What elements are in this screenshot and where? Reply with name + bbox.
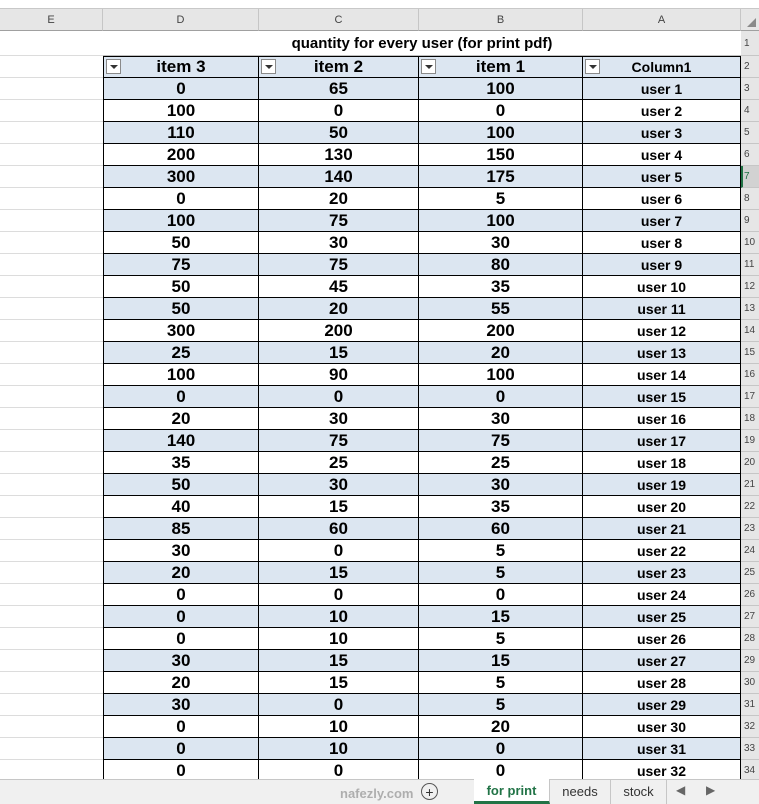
column-header-a[interactable] (583, 9, 741, 31)
cell-user[interactable]: user 25 (583, 606, 741, 628)
row-header[interactable]: 1 (741, 31, 759, 56)
header-item-1[interactable] (419, 56, 583, 78)
cell-item-3[interactable]: 0 (103, 78, 259, 100)
cell-item-1[interactable]: 5 (419, 694, 583, 716)
empty-cell[interactable] (0, 430, 103, 452)
row-header[interactable]: 21 (741, 474, 759, 496)
cell-user[interactable]: user 18 (583, 452, 741, 474)
cell-item-1[interactable]: 0 (419, 760, 583, 782)
cell-user[interactable]: user 4 (583, 144, 741, 166)
empty-cell[interactable] (0, 320, 103, 342)
cell-item-1[interactable]: 5 (419, 540, 583, 562)
column-letter: A (657, 13, 666, 26)
cell-item-2[interactable]: 65 (259, 78, 419, 100)
row-header[interactable]: 5 (741, 122, 759, 144)
empty-cell[interactable] (0, 342, 103, 364)
cell-user[interactable]: user 20 (583, 496, 741, 518)
cell-item-3[interactable]: 300 (103, 166, 259, 188)
cell-item-1[interactable]: 200 (419, 320, 583, 342)
cell-item-1[interactable]: 5 (419, 562, 583, 584)
cell-item-2[interactable]: 0 (259, 584, 419, 606)
sheet-tab-stock[interactable]: stock (611, 779, 667, 804)
cell-item-3[interactable]: 20 (103, 672, 259, 694)
cell-item-3[interactable]: 75 (103, 254, 259, 276)
empty-cell[interactable] (0, 562, 103, 584)
column-header-e[interactable] (0, 9, 103, 31)
row-header[interactable]: 2 (741, 56, 759, 78)
cell-user[interactable]: user 28 (583, 672, 741, 694)
header-label: item 2 (313, 57, 364, 76)
row-header[interactable]: 14 (741, 320, 759, 342)
row-header[interactable]: 11 (741, 254, 759, 276)
cell-item-2[interactable]: 15 (259, 672, 419, 694)
filter-dropdown-icon[interactable] (261, 59, 276, 74)
cell-item-1[interactable]: 35 (419, 276, 583, 298)
cell-item-3[interactable]: 140 (103, 430, 259, 452)
row-header[interactable]: 7 (741, 166, 759, 188)
cell-user[interactable]: user 21 (583, 518, 741, 540)
cell-item-3[interactable]: 50 (103, 298, 259, 320)
filter-dropdown-icon[interactable] (421, 59, 436, 74)
select-all-corner[interactable] (741, 9, 759, 31)
row-header[interactable]: 10 (741, 232, 759, 254)
cell-item-3[interactable]: 30 (103, 540, 259, 562)
empty-cell[interactable] (0, 144, 103, 166)
cell-item-2[interactable]: 10 (259, 738, 419, 760)
row-header[interactable]: 34 (741, 760, 759, 782)
empty-cell[interactable] (0, 56, 103, 78)
empty-cell[interactable] (0, 584, 103, 606)
add-sheet-icon[interactable]: + (421, 783, 438, 800)
cell-item-2[interactable]: 30 (259, 232, 419, 254)
empty-cell[interactable] (0, 31, 103, 56)
cell-item-1[interactable]: 0 (419, 386, 583, 408)
empty-cell[interactable] (0, 408, 103, 430)
scroll-right-icon[interactable]: ▶ (706, 783, 716, 797)
cell-item-1[interactable]: 5 (419, 188, 583, 210)
cell-item-3[interactable]: 200 (103, 144, 259, 166)
cell-item-2[interactable]: 30 (259, 474, 419, 496)
empty-cell[interactable] (0, 540, 103, 562)
cell-user[interactable]: user 3 (583, 122, 741, 144)
cell-item-2[interactable]: 0 (259, 100, 419, 122)
cell-item-3[interactable]: 110 (103, 122, 259, 144)
cell-item-3[interactable]: 0 (103, 760, 259, 782)
cell-item-3[interactable]: 35 (103, 452, 259, 474)
cell-item-1[interactable]: 15 (419, 650, 583, 672)
cell-item-3[interactable]: 50 (103, 276, 259, 298)
empty-cell[interactable] (0, 232, 103, 254)
cell-item-1[interactable]: 30 (419, 232, 583, 254)
cell-user[interactable]: user 29 (583, 694, 741, 716)
cell-item-2[interactable]: 30 (259, 408, 419, 430)
row-header[interactable]: 26 (741, 584, 759, 606)
watermark: nafezly.com (340, 786, 414, 801)
row-header[interactable]: 8 (741, 188, 759, 210)
row-header[interactable]: 28 (741, 628, 759, 650)
empty-cell[interactable] (0, 716, 103, 738)
header-label: Column1 (631, 59, 692, 75)
cell-item-1[interactable]: 100 (419, 364, 583, 386)
cell-user[interactable]: user 13 (583, 342, 741, 364)
cell-user[interactable]: user 27 (583, 650, 741, 672)
cell-item-1[interactable]: 80 (419, 254, 583, 276)
row-header[interactable]: 23 (741, 518, 759, 540)
cell-item-1[interactable]: 100 (419, 122, 583, 144)
empty-cell[interactable] (0, 100, 103, 122)
header-label: item 1 (475, 57, 526, 76)
cell-user[interactable]: user 12 (583, 320, 741, 342)
cell-user[interactable]: user 16 (583, 408, 741, 430)
table-title[interactable]: quantity for every user (for print pdf) (103, 31, 741, 56)
cell-item-3[interactable]: 100 (103, 364, 259, 386)
column-letter: E (47, 13, 55, 26)
cell-item-3[interactable]: 100 (103, 210, 259, 232)
cell-item-2[interactable]: 0 (259, 540, 419, 562)
row-header[interactable]: 17 (741, 386, 759, 408)
row-header[interactable]: 31 (741, 694, 759, 716)
cell-user[interactable]: user 26 (583, 628, 741, 650)
empty-cell[interactable] (0, 694, 103, 716)
cell-user[interactable]: user 24 (583, 584, 741, 606)
cell-item-2[interactable]: 130 (259, 144, 419, 166)
cell-item-2[interactable]: 15 (259, 650, 419, 672)
empty-cell[interactable] (0, 166, 103, 188)
cell-item-1[interactable]: 60 (419, 518, 583, 540)
cell-item-2[interactable]: 75 (259, 254, 419, 276)
cell-item-2[interactable]: 140 (259, 166, 419, 188)
cell-item-2[interactable]: 0 (259, 694, 419, 716)
cell-item-3[interactable]: 40 (103, 496, 259, 518)
cell-item-3[interactable]: 0 (103, 716, 259, 738)
cell-item-3[interactable]: 85 (103, 518, 259, 540)
cell-item-3[interactable]: 30 (103, 650, 259, 672)
cell-user[interactable]: user 9 (583, 254, 741, 276)
header-item-2[interactable] (259, 56, 419, 78)
cell-item-1[interactable]: 175 (419, 166, 583, 188)
cell-item-1[interactable]: 5 (419, 628, 583, 650)
cell-user[interactable]: user 19 (583, 474, 741, 496)
cell-item-3[interactable]: 100 (103, 100, 259, 122)
empty-cell[interactable] (0, 518, 103, 540)
cell-item-3[interactable]: 30 (103, 694, 259, 716)
empty-cell[interactable] (0, 672, 103, 694)
filter-dropdown-icon[interactable] (585, 59, 600, 74)
filter-dropdown-icon[interactable] (106, 59, 121, 74)
cell-item-2[interactable]: 10 (259, 628, 419, 650)
row-header[interactable]: 3 (741, 78, 759, 100)
row-header[interactable]: 15 (741, 342, 759, 364)
header-item-3[interactable] (103, 56, 259, 78)
cell-item-3[interactable]: 0 (103, 628, 259, 650)
empty-cell[interactable] (0, 364, 103, 386)
cell-item-2[interactable]: 20 (259, 188, 419, 210)
row-header[interactable]: 32 (741, 716, 759, 738)
cell-item-2[interactable]: 60 (259, 518, 419, 540)
cell-user[interactable]: user 17 (583, 430, 741, 452)
cell-item-1[interactable]: 15 (419, 606, 583, 628)
cell-item-2[interactable]: 25 (259, 452, 419, 474)
sheet-tab-for-print[interactable]: for print (474, 779, 550, 804)
column-letter: C (334, 13, 343, 26)
empty-cell[interactable] (0, 738, 103, 760)
cell-item-3[interactable]: 20 (103, 408, 259, 430)
cell-item-2[interactable]: 15 (259, 342, 419, 364)
cell-user[interactable]: user 7 (583, 210, 741, 232)
row-header[interactable]: 25 (741, 562, 759, 584)
cell-user[interactable]: user 15 (583, 386, 741, 408)
cell-item-1[interactable]: 30 (419, 408, 583, 430)
cell-user[interactable]: user 30 (583, 716, 741, 738)
row-header[interactable]: 18 (741, 408, 759, 430)
row-header[interactable]: 16 (741, 364, 759, 386)
cell-item-1[interactable]: 100 (419, 210, 583, 232)
cell-user[interactable]: user 5 (583, 166, 741, 188)
empty-cell[interactable] (0, 386, 103, 408)
cell-item-3[interactable]: 0 (103, 606, 259, 628)
row-header[interactable]: 6 (741, 144, 759, 166)
cell-item-2[interactable]: 15 (259, 496, 419, 518)
cell-item-3[interactable]: 50 (103, 474, 259, 496)
empty-cell[interactable] (0, 298, 103, 320)
cell-item-1[interactable]: 0 (419, 738, 583, 760)
empty-cell[interactable] (0, 650, 103, 672)
empty-cell[interactable] (0, 188, 103, 210)
row-header[interactable]: 19 (741, 430, 759, 452)
empty-cell[interactable] (0, 254, 103, 276)
cell-item-3[interactable]: 20 (103, 562, 259, 584)
row-header[interactable]: 30 (741, 672, 759, 694)
cell-item-2[interactable]: 50 (259, 122, 419, 144)
cell-item-3[interactable]: 50 (103, 232, 259, 254)
empty-cell[interactable] (0, 496, 103, 518)
empty-cell[interactable] (0, 210, 103, 232)
cell-user[interactable]: user 6 (583, 188, 741, 210)
cell-user[interactable]: user 8 (583, 232, 741, 254)
cell-item-3[interactable]: 0 (103, 188, 259, 210)
cell-item-2[interactable]: 75 (259, 430, 419, 452)
empty-cell[interactable] (0, 474, 103, 496)
cell-item-2[interactable]: 200 (259, 320, 419, 342)
scroll-left-icon[interactable]: ◀ (676, 783, 686, 797)
header-label: item 3 (156, 57, 206, 76)
cell-item-2[interactable]: 15 (259, 562, 419, 584)
cell-item-1[interactable]: 75 (419, 430, 583, 452)
empty-cell[interactable] (0, 122, 103, 144)
cell-item-3[interactable]: 0 (103, 738, 259, 760)
cell-item-2[interactable]: 10 (259, 716, 419, 738)
sheet-tab-needs[interactable]: needs (550, 779, 611, 804)
cell-item-1[interactable]: 20 (419, 342, 583, 364)
ribbon-edge (0, 0, 759, 9)
cell-item-2[interactable]: 0 (259, 386, 419, 408)
row-header[interactable]: 29 (741, 650, 759, 672)
cell-item-2[interactable]: 90 (259, 364, 419, 386)
cell-item-1[interactable]: 55 (419, 298, 583, 320)
cell-item-1[interactable]: 35 (419, 496, 583, 518)
row-header[interactable]: 33 (741, 738, 759, 760)
column-header-b[interactable] (419, 9, 583, 31)
cell-item-1[interactable]: 100 (419, 78, 583, 100)
cell-user[interactable]: user 11 (583, 298, 741, 320)
cell-user[interactable]: user 31 (583, 738, 741, 760)
cell-item-1[interactable]: 30 (419, 474, 583, 496)
cell-user[interactable]: user 22 (583, 540, 741, 562)
empty-cell[interactable] (0, 78, 103, 100)
cell-item-1[interactable]: 5 (419, 672, 583, 694)
empty-cell[interactable] (0, 628, 103, 650)
row-header[interactable]: 20 (741, 452, 759, 474)
cell-user[interactable]: user 32 (583, 760, 741, 782)
row-header[interactable]: 13 (741, 298, 759, 320)
cell-user[interactable]: user 23 (583, 562, 741, 584)
row-header[interactable]: 4 (741, 100, 759, 122)
cell-user[interactable]: user 1 (583, 78, 741, 100)
cell-item-3[interactable]: 0 (103, 386, 259, 408)
header-column1[interactable] (583, 56, 741, 78)
column-header-c[interactable] (259, 9, 419, 31)
cell-item-2[interactable]: 75 (259, 210, 419, 232)
row-header[interactable]: 24 (741, 540, 759, 562)
empty-cell[interactable] (0, 452, 103, 474)
empty-cell[interactable] (0, 276, 103, 298)
cell-item-2[interactable]: 20 (259, 298, 419, 320)
cell-user[interactable]: user 14 (583, 364, 741, 386)
cell-item-1[interactable]: 150 (419, 144, 583, 166)
column-letter: D (176, 13, 185, 26)
cell-item-1[interactable]: 25 (419, 452, 583, 474)
cell-user[interactable]: user 2 (583, 100, 741, 122)
cell-item-1[interactable]: 0 (419, 584, 583, 606)
cell-user[interactable]: user 10 (583, 276, 741, 298)
cell-item-1[interactable]: 20 (419, 716, 583, 738)
cell-item-2[interactable]: 0 (259, 760, 419, 782)
row-header[interactable]: 9 (741, 210, 759, 232)
column-header-d[interactable] (103, 9, 259, 31)
cell-item-2[interactable]: 10 (259, 606, 419, 628)
column-letter: B (496, 13, 505, 26)
cell-item-2[interactable]: 45 (259, 276, 419, 298)
row-header[interactable]: 22 (741, 496, 759, 518)
cell-item-3[interactable]: 300 (103, 320, 259, 342)
cell-item-3[interactable]: 25 (103, 342, 259, 364)
cell-item-3[interactable]: 0 (103, 584, 259, 606)
row-header[interactable]: 12 (741, 276, 759, 298)
row-header[interactable]: 27 (741, 606, 759, 628)
cell-item-1[interactable]: 0 (419, 100, 583, 122)
empty-cell[interactable] (0, 606, 103, 628)
